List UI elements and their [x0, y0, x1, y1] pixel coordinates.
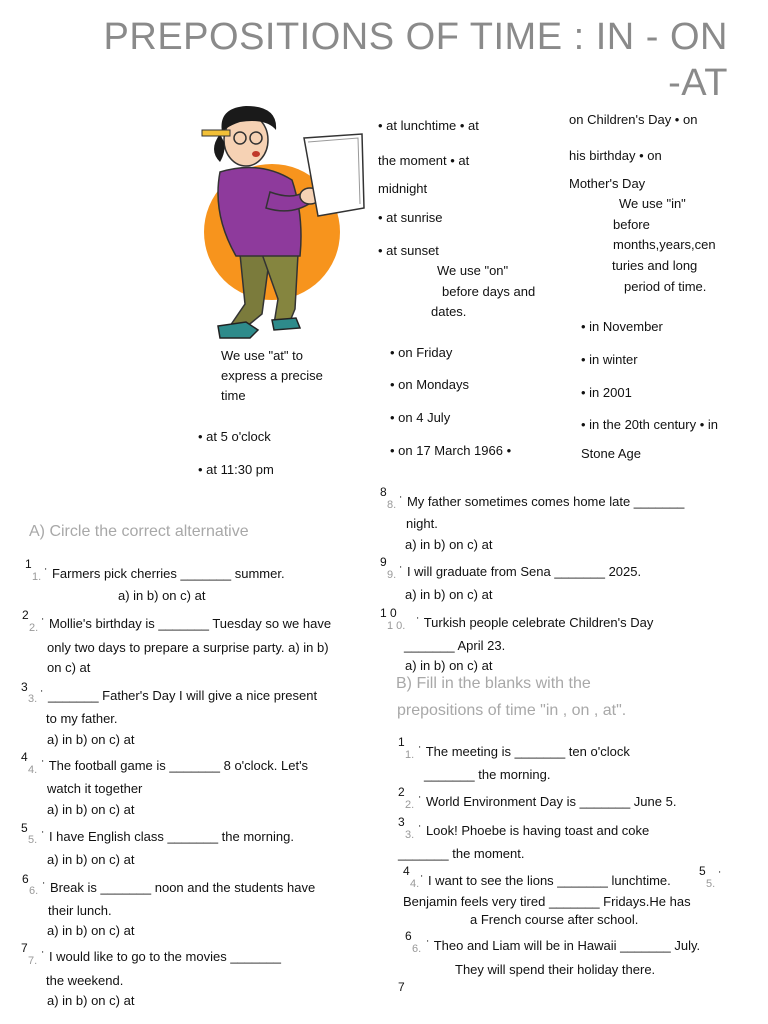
question-number: 1 0	[380, 606, 397, 620]
question-options: a) in b) on c) at	[405, 537, 493, 552]
at-rule-1: We use "at" to	[221, 348, 303, 363]
question-text-cont: _______ the moment.	[398, 846, 525, 861]
question-options: on c) at	[47, 660, 91, 675]
on-top-2: his birthday • on	[569, 148, 662, 163]
question-number-sub: 1.	[405, 749, 415, 761]
question-text: ˙ Theo and Liam will be in Hawaii _______ July.	[426, 938, 701, 953]
title-line-2: -AT	[668, 62, 728, 104]
on-bullet-4: • on 17 March 1966 •	[390, 443, 512, 458]
question-text-cont: _______ the morning.	[424, 767, 551, 782]
question-number-sub: 9.	[387, 569, 397, 581]
section-a-title: A) Circle the correct alternative	[29, 523, 249, 540]
question-number: 2	[22, 608, 29, 622]
question-text: ˙ Mollie's birthday is _______ Tuesday so we have	[41, 616, 332, 631]
on-top-1: on Children's Day • on	[569, 112, 698, 127]
question-number: 9	[380, 555, 387, 569]
question-options: a) in b) on c) at	[47, 802, 135, 817]
question-text: ˙ My father sometimes comes home late _______	[399, 494, 685, 509]
at-bullet-7: • at 11:30 pm	[198, 462, 274, 477]
question-text: ˙ I want to see the lions _______ lunchtime.	[420, 873, 671, 888]
on-bullet-3: • on 4 July	[390, 410, 451, 425]
at-bullet-1: • at lunchtime • at	[378, 118, 479, 133]
question-text-cont: their lunch.	[48, 903, 112, 918]
question-number-sub: 3.	[28, 693, 38, 705]
question-text-cont: the weekend.	[46, 973, 124, 988]
question-text-cont: only two days to prepare a surprise party. a) in b)	[47, 640, 329, 655]
question-text-cont: They will spend their holiday there.	[455, 962, 656, 977]
question-number-sub: 7.	[28, 955, 38, 967]
question-number: 5	[699, 864, 706, 878]
question-text: ˙ I would like to go to the movies _______	[41, 949, 281, 964]
question-text: ˙ Farmers pick cherries _______ summer.	[44, 566, 285, 581]
in-rule-5: period of time.	[624, 279, 707, 294]
question-number-sub: 5.	[28, 834, 38, 846]
in-rule-3: months,years,cen	[613, 237, 716, 252]
question-number-sub: 2.	[405, 799, 415, 811]
question-number: 5	[21, 821, 28, 835]
question-number: 1	[398, 735, 405, 749]
question-options: a) in b) on c) at	[47, 732, 135, 747]
at-bullet-2: the moment • at	[378, 153, 470, 168]
question-number-sub: 1 0.	[387, 620, 406, 632]
question-text: ˙ Look! Phoebe is having toast and coke	[418, 823, 650, 838]
on-top-3: Mother's Day	[569, 176, 646, 191]
at-bullet-3: midnight	[378, 181, 428, 196]
question-number: 3	[398, 815, 405, 829]
at-rule-3: time	[221, 388, 246, 403]
question-number: 7	[398, 980, 405, 994]
question-text: ˙ I have English class _______ the morning.	[41, 829, 294, 844]
question-options: a) in b) on c) at	[118, 588, 206, 603]
at-bullet-4: • at sunrise	[378, 210, 443, 225]
on-bullet-1: • on Friday	[390, 345, 453, 360]
question-options: a) in b) on c) at	[405, 587, 493, 602]
question-number: 4	[21, 750, 28, 764]
on-rule-1: We use "on"	[437, 263, 509, 278]
in-rule-1: We use "in"	[619, 196, 686, 211]
question-number-sub: 8.	[387, 499, 397, 511]
at-bullet-5: • at sunset	[378, 243, 439, 258]
in-rule-2: before	[613, 217, 650, 232]
question-options: a) in b) on c) at	[47, 993, 135, 1008]
reading-person-illustration	[200, 104, 368, 346]
at-bullet-6: • at 5 o'clock	[198, 429, 271, 444]
page-title	[48, 14, 728, 106]
question-number-sub: 1.	[32, 571, 42, 583]
in-bullet-2: • in winter	[581, 352, 638, 367]
question-number-sub: 5.	[706, 878, 716, 890]
question-text: ˙ World Environment Day is _______ June 5.	[418, 794, 677, 809]
question-number-sub: 4.	[28, 764, 38, 776]
question-text: ˙ Break is _______ noon and the students have	[42, 880, 316, 895]
section-b-title-1: B) Fill in the blanks with the	[396, 675, 591, 692]
on-rule-2: before days and	[442, 284, 536, 299]
question-options: a) in b) on c) at	[47, 852, 135, 867]
section-b-title-2: prepositions of time "in , on , at".	[397, 702, 627, 719]
question-number: 1	[25, 557, 32, 571]
question-number-sub: 2.	[29, 622, 39, 634]
question-number-sub: 6.	[412, 943, 422, 955]
question-text: ˙ I will graduate from Sena _______ 2025.	[399, 564, 642, 579]
question-number-sub: 6.	[29, 885, 39, 897]
question-text-cont: Benjamin feels very tired _______ Fridays.He has	[403, 894, 691, 909]
in-bullet-3: • in 2001	[581, 385, 632, 400]
question-number: 6	[22, 872, 29, 886]
in-bullet-5: Stone Age	[581, 446, 641, 461]
question-text: ˙ _______ Father's Day I will give a nice present	[40, 688, 318, 703]
question-number-sub: 3.	[405, 829, 415, 841]
question-text-cont: a French course after school.	[470, 912, 639, 927]
question-text-cont: _______ April 23.	[404, 638, 506, 653]
title-line-1: PREPOSITIONS OF TIME : IN - ON	[103, 16, 728, 58]
in-bullet-1: • in November	[581, 319, 663, 334]
question-text: ˙ The meeting is _______ ten o'clock	[418, 744, 630, 759]
question-options: a) in b) on c) at	[405, 658, 493, 673]
question-number: 7	[21, 941, 28, 955]
question-dot: ˙	[718, 869, 723, 884]
question-number: 6	[405, 929, 412, 943]
question-text-cont: night.	[406, 516, 438, 531]
on-bullet-2: • on Mondays	[390, 377, 469, 392]
question-text: ˙ Turkish people celebrate Children's Day	[416, 615, 654, 630]
question-number: 2	[398, 785, 405, 799]
question-text-cont: watch it together	[47, 781, 143, 796]
question-number: 8	[380, 485, 387, 499]
on-rule-3: dates.	[431, 304, 467, 319]
in-rule-4: turies and long	[612, 258, 698, 273]
at-rule-2: express a precise	[221, 368, 323, 383]
in-bullet-4: • in the 20th century • in	[581, 417, 719, 432]
question-number: 3	[21, 680, 28, 694]
question-number: 4	[403, 864, 410, 878]
question-text: ˙ The football game is _______ 8 o'clock. Let's	[41, 758, 309, 773]
question-text-cont: to my father.	[46, 711, 118, 726]
question-number-sub: 4.	[410, 878, 420, 890]
question-options: a) in b) on c) at	[47, 923, 135, 938]
